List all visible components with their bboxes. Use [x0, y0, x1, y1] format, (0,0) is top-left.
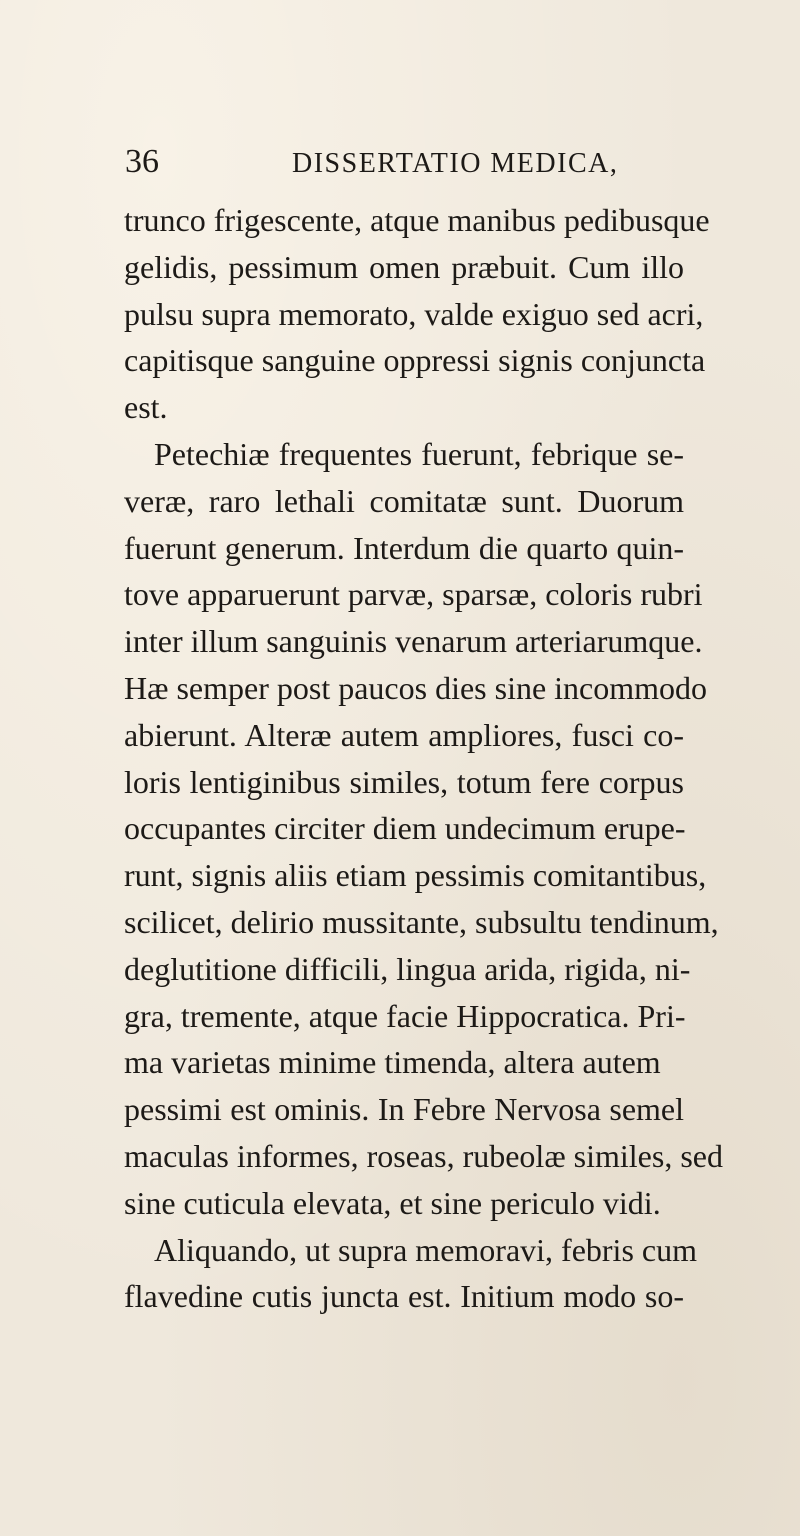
- page-number: 36: [125, 143, 159, 180]
- text-line: abierunt. Alteræ autem ampliores, fusci co-: [124, 716, 684, 753]
- text-line: deglutitione difficili, lingua arida, rigida, ni-: [124, 950, 691, 987]
- text-line: Aliquando, ut supra memoravi, febris cum: [154, 1231, 697, 1268]
- text-line: tove apparuerunt parvæ, sparsæ, coloris rubri: [124, 576, 703, 613]
- text-line: maculas informes, roseas, rubeolæ similes, sed: [124, 1137, 723, 1174]
- text-line: Hæ semper post paucos dies sine incommodo: [124, 669, 708, 706]
- text-line: est.: [124, 389, 168, 426]
- text-line: fuerunt generum. Interdum die quarto quin-: [124, 529, 684, 566]
- text-line: Petechiæ frequentes fuerunt, febrique se-: [154, 435, 684, 472]
- text-line: scilicet, delirio mussitante, subsultu tendinum,: [124, 903, 719, 940]
- text-line: occupantes circiter diem undecimum erupe-: [124, 810, 686, 847]
- running-head: [125, 142, 685, 182]
- running-title: DISSERTATIO MEDICA,: [292, 148, 619, 179]
- text-line: flavedine cutis juncta est. Initium modo so-: [124, 1278, 684, 1315]
- body-text: [124, 197, 723, 1320]
- text-line: loris lentiginibus similes, totum fere corpus: [124, 763, 684, 800]
- text-line: inter illum sanguinis venarum arteriarumque.: [124, 623, 703, 660]
- text-line: pessimi est ominis. In Febre Nervosa semel: [124, 1091, 684, 1128]
- text-line: runt, signis aliis etiam pessimis comitantibus,: [124, 857, 707, 894]
- text-line: sine cuticula elevata, et sine periculo vidi.: [124, 1184, 661, 1221]
- text-line: trunco frigescente, atque manibus pedibusque: [124, 202, 710, 238]
- text-line: ma varietas minime timenda, altera autem: [124, 1044, 661, 1081]
- text-line: pulsu supra memorato, valde exiguo sed acri,: [124, 295, 704, 332]
- text-line: gra, tremente, atque facie Hippocratica. Pri-: [124, 997, 686, 1034]
- text-line: gelidis, pessimum omen præbuit. Cum illo: [124, 248, 684, 285]
- text-line: veræ, raro lethali comitatæ sunt. Duorum: [124, 482, 684, 519]
- text-line: capitisque sanguine oppressi signis conjuncta: [124, 342, 706, 379]
